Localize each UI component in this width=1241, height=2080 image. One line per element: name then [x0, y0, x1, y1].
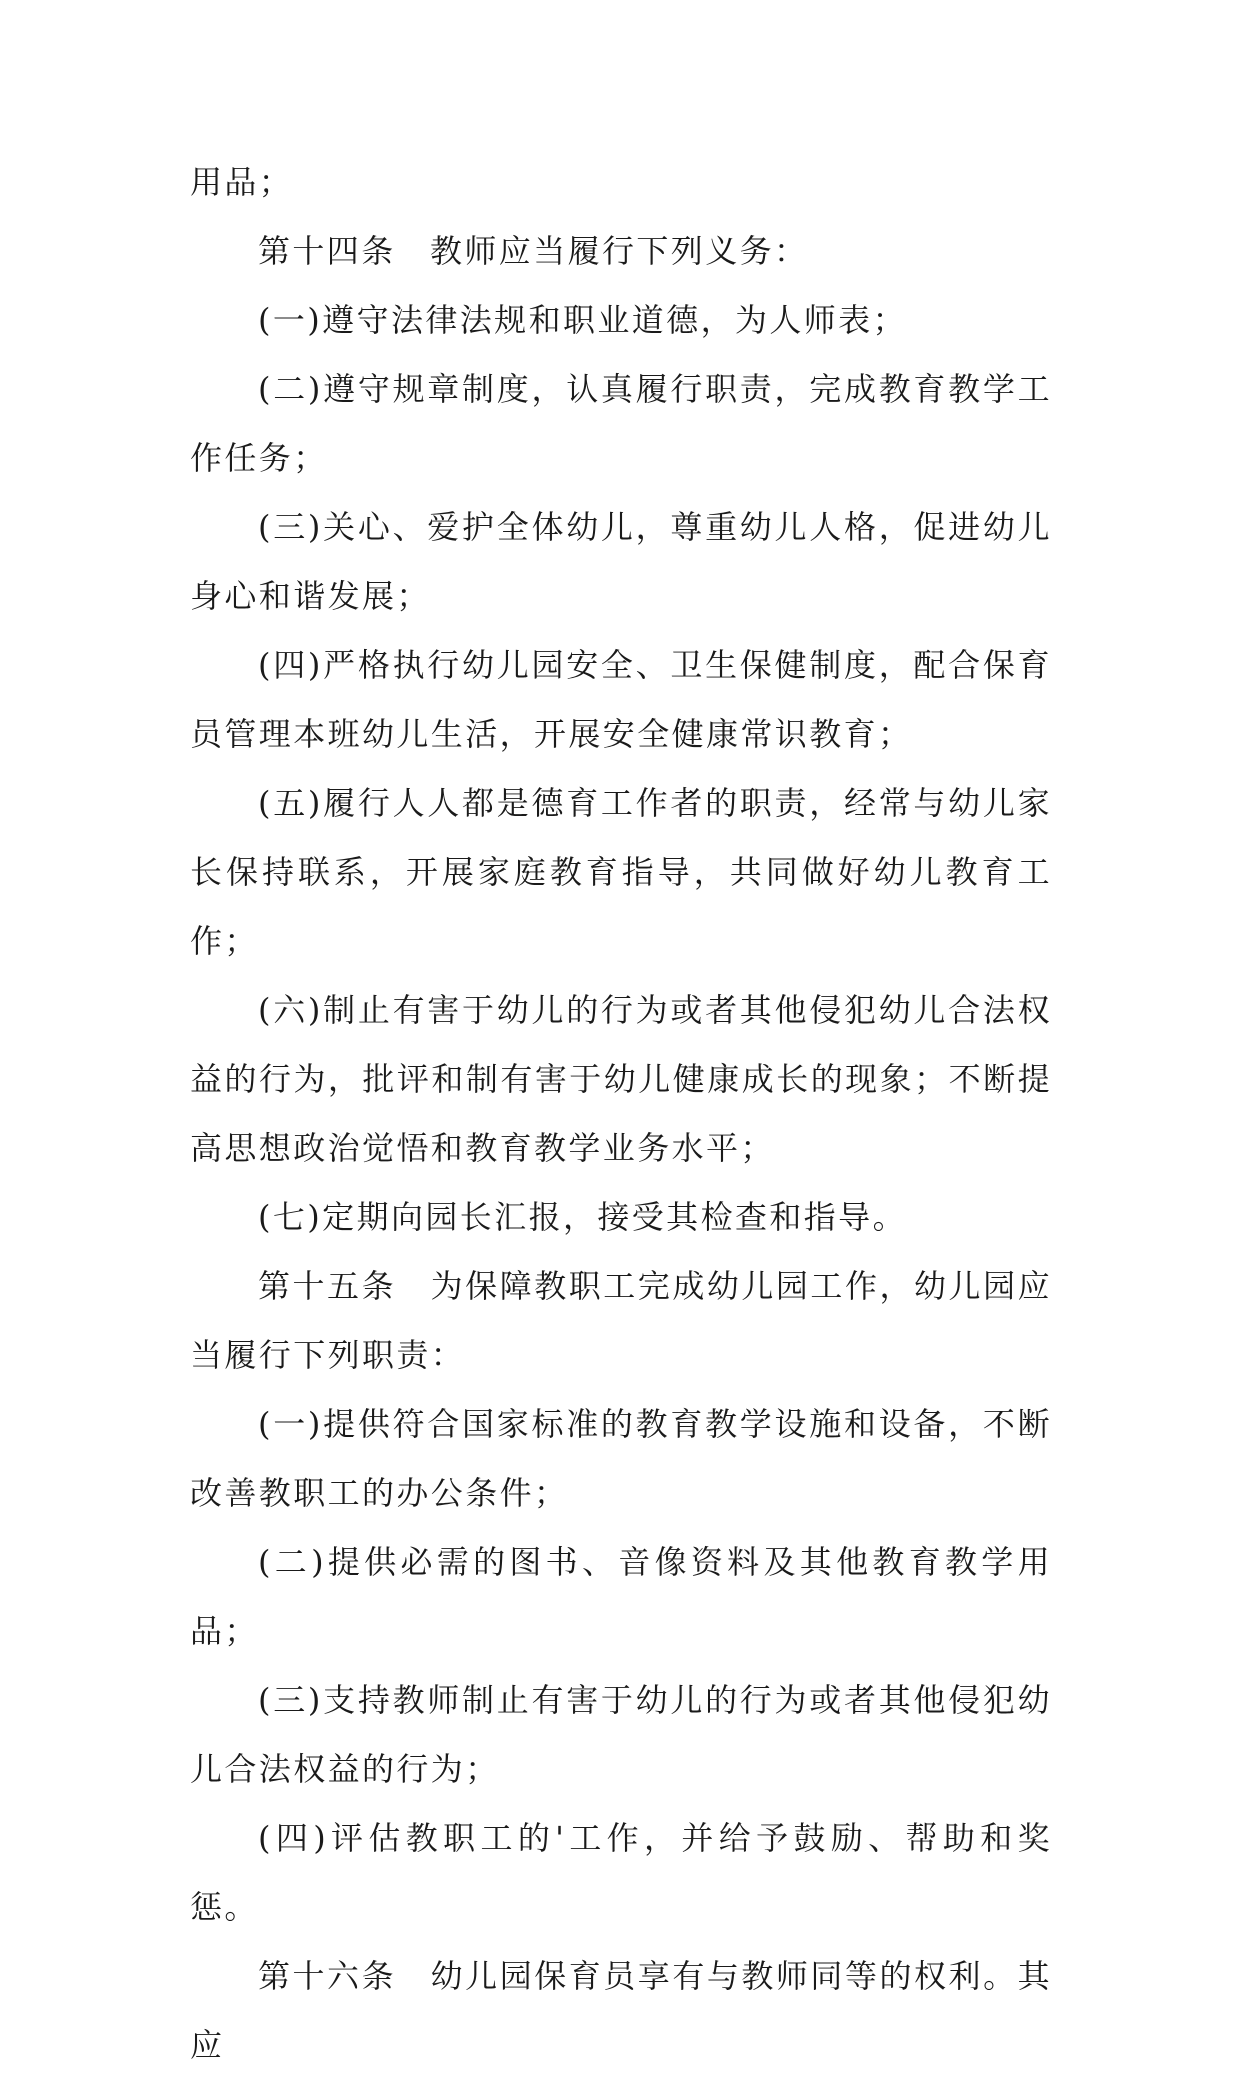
article-15-heading: 第十五条 为保障教职工完成幼儿园工作，幼儿园应当履行下列职责：: [190, 1267, 1052, 1374]
article-14-item-7: (七)定期向园长汇报，接受其检查和指导。: [258, 1198, 907, 1236]
article-15-item-2: (二)提供必需的图书、音像资料及其他教育教学用品；: [190, 1543, 1052, 1650]
article-15-item-4: (四)评估教职工的'工作，并给予鼓励、帮助和奖惩。: [190, 1819, 1052, 1926]
article-15-item-3: (三)支持教师制止有害于幼儿的行为或者其他侵犯幼儿合法权益的行为；: [190, 1681, 1052, 1788]
article-14-item-3: (三)关心、爱护全体幼儿，尊重幼儿人格，促进幼儿身心和谐发展；: [190, 508, 1052, 615]
article-14-item-6: (六)制止有害于幼儿的行为或者其他侵犯幼儿合法权益的行为，批评和制有害于幼儿健康成长的现象；不断提高思想政治觉悟和教育教学业务水平；: [190, 991, 1052, 1167]
paragraph-1: 用品；: [190, 163, 294, 201]
article-16-heading: 第十六条 幼儿园保育员享有与教师同等的权利。其应: [190, 1957, 1052, 2064]
article-14-item-2: (二)遵守规章制度，认真履行职责，完成教育教学工作任务；: [190, 370, 1052, 477]
article-14-heading: 第十四条 教师应当履行下列义务：: [258, 232, 809, 270]
article-14-item-4: (四)严格执行幼儿园安全、卫生保健制度，配合保育员管理本班幼儿生活，开展安全健康常识教育；: [190, 646, 1052, 753]
article-15-item-1: (一)提供符合国家标准的教育教学设施和设备，不断改善教职工的办公条件；: [190, 1405, 1052, 1512]
article-14-item-5: (五)履行人人都是德育工作者的职责，经常与幼儿家长保持联系，开展家庭教育指导，共同做好幼儿教育工作；: [190, 784, 1052, 960]
article-14-item-1: (一)遵守法律法规和职业道德，为人师表；: [258, 301, 907, 339]
document-body: [190, 148, 1052, 2080]
